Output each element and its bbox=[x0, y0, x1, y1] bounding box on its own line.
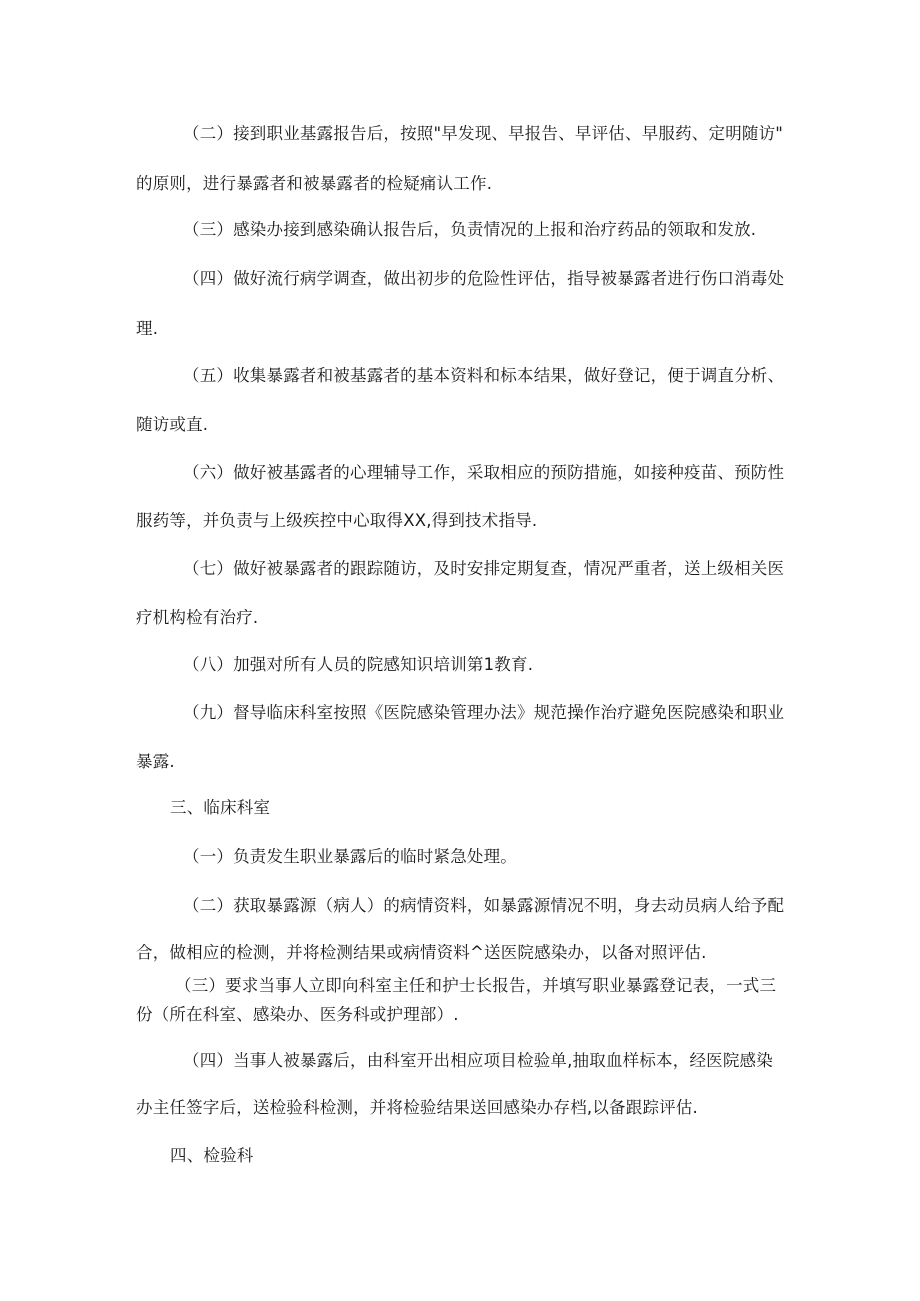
paragraph-2-3: （三）感染办接到感染确认报告后，负责情况的上报和治疗药品的领取和发放. bbox=[183, 220, 757, 239]
paragraph-3-2-line-2: 合，做相应的检测，并将检测结果或病情资料^送医院感染办，以备对照评估. bbox=[136, 943, 707, 962]
paragraph-2-7-line-1: （七）做好被暴露者的跟踪随访，及时安排定期复查，情况严重者，送上级相关医 bbox=[183, 559, 785, 578]
paragraph-2-2-line-1: （二）接到职业基露报告后，按照"早发现、早报告、早评估、早服药、定明随访" bbox=[183, 124, 784, 143]
paragraph-3-1: （一）负责发生职业暴露后的临时紧急处理。 bbox=[183, 847, 517, 866]
paragraph-3-3-line-1: （三）要求当事人立即向科室主任和护士长报告，并填写职业暴露登记表，一式三 bbox=[175, 976, 777, 995]
paragraph-2-7-line-2: 疗机构检有治疗. bbox=[136, 608, 259, 627]
paragraph-3-4-line-1: （四）当事人被暴露后，由科室开出相应项目检验单,抽取血样标本，经医院感染 bbox=[183, 1051, 773, 1070]
paragraph-2-5-line-1: （五）收集暴露者和被基露者的基本资料和标本结果，做好登记，便于调直分析、 bbox=[183, 366, 785, 385]
paragraph-2-9-line-2: 暴露. bbox=[136, 752, 175, 771]
paragraph-2-9-line-1: （九）督导临床科室按照《医院感染管理办法》规范操作治疗避免医院感染和职业 bbox=[183, 703, 785, 722]
paragraph-2-5-line-2: 随访或直. bbox=[136, 415, 209, 434]
paragraph-2-2-line-2: 的原则，进行暴露者和被暴露者的检疑痛认工作. bbox=[136, 174, 493, 193]
paragraph-2-6-line-2: 服药等，并负责与上级疾控中心取得XX,得到技术指导. bbox=[136, 511, 538, 530]
paragraph-3-2-line-1: （二）获取暴露源（病人）的病情资料，如暴露源情况不明，身去动员病人给予配 bbox=[183, 896, 785, 915]
paragraph-2-4-line-2: 理. bbox=[136, 319, 159, 338]
paragraph-3-3-line-2: 份（所在科室、感染办、医务科或护理部）. bbox=[136, 1005, 459, 1024]
section-heading-3: 三、临床科室 bbox=[170, 798, 271, 817]
paragraph-2-8: （八）加强对所有人员的院感知识培训第1教育. bbox=[183, 655, 534, 674]
paragraph-2-4-line-1: （四）做好流行病学调查，做出初步的危险性评估，指导被暴露者进行伤口消毒处 bbox=[183, 269, 785, 288]
paragraph-2-6-line-1: （六）做好被基露者的心理辅导工作，采取相应的预防措施，如接种疫苗、预防性 bbox=[183, 463, 785, 482]
section-heading-4: 四、检验科 bbox=[170, 1146, 254, 1165]
paragraph-3-4-line-2: 办主任签字后，送检验科检测，并将检验结果送回感染办存档,以备跟踪评估. bbox=[136, 1098, 698, 1117]
